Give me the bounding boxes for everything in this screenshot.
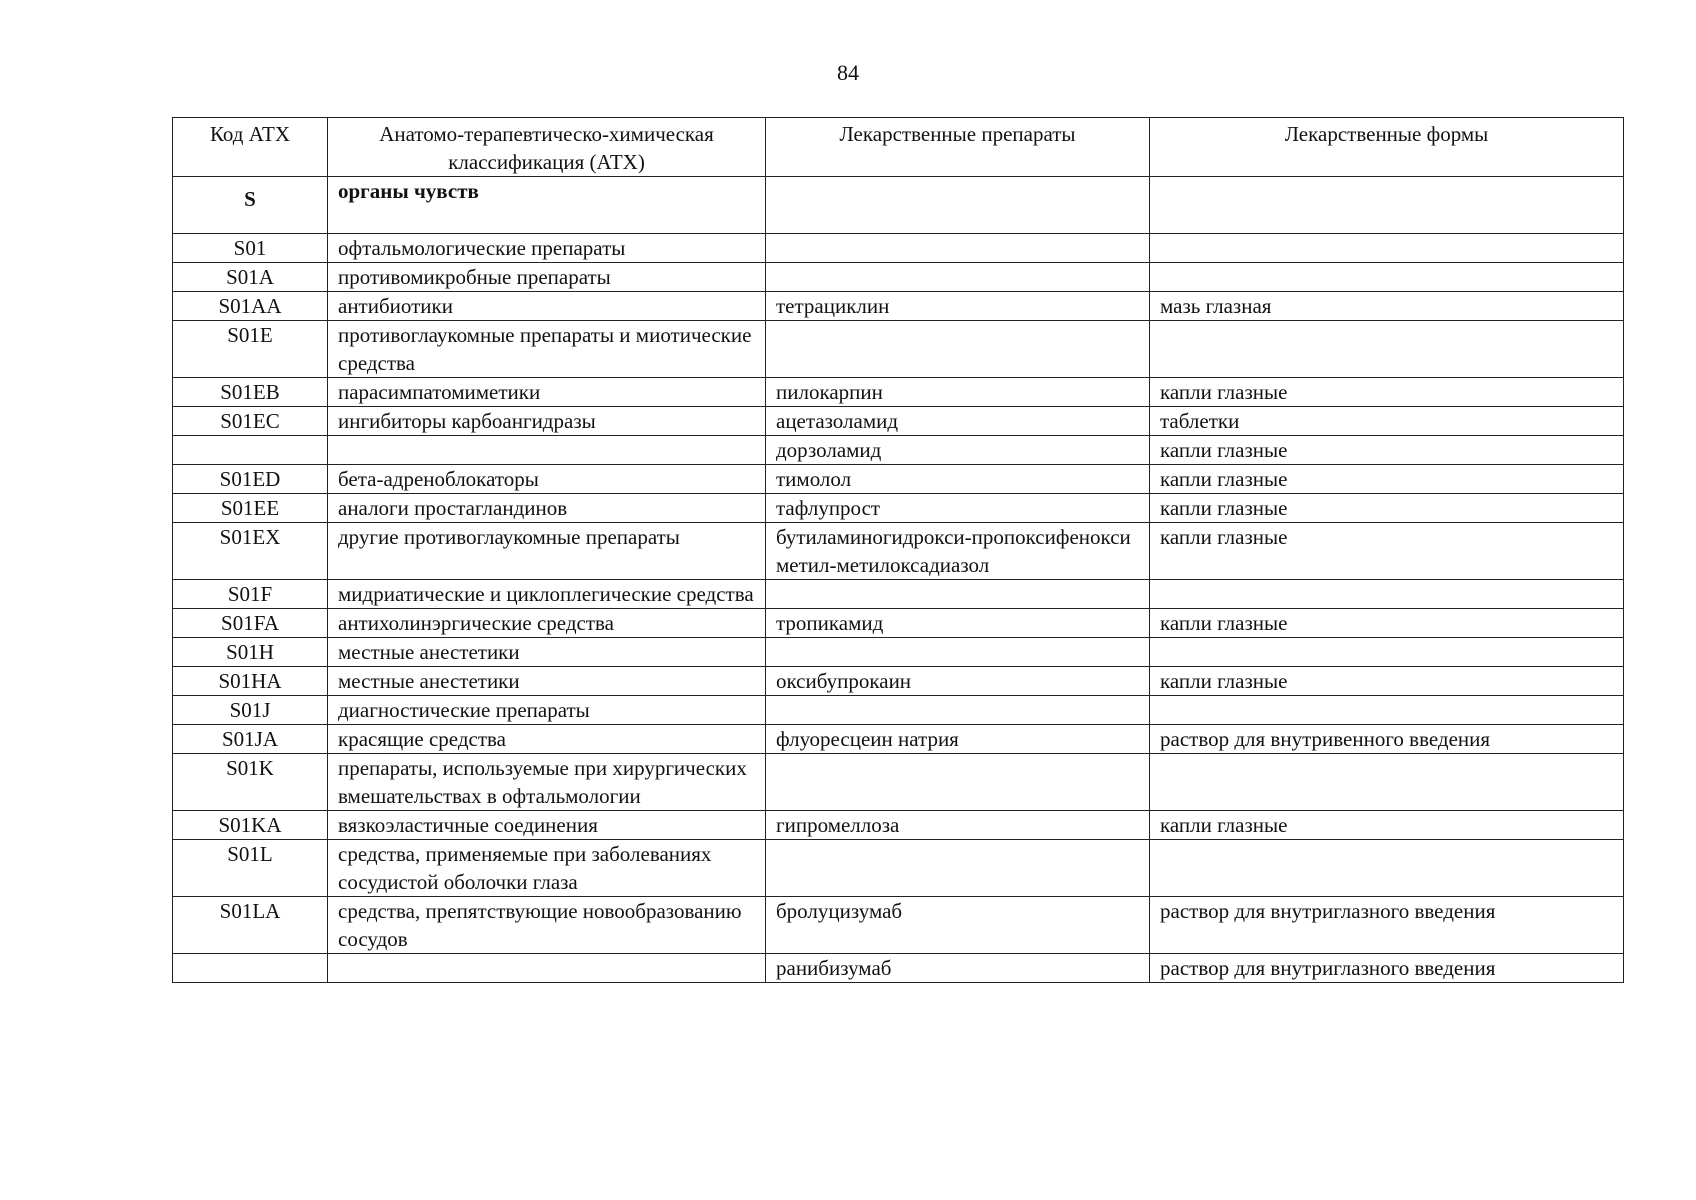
dosage-form xyxy=(1150,263,1624,292)
atc-classification: антихолинэргические средства xyxy=(328,609,766,638)
drug-name: ацетазоламид xyxy=(766,407,1150,436)
atc-classification: средства, препятствующие новообразованию сосудов xyxy=(328,897,766,954)
drug-name xyxy=(766,840,1150,897)
table-row xyxy=(173,580,1624,609)
atc-code: S01H xyxy=(173,638,328,667)
atc-code: S01F xyxy=(173,580,328,609)
drug-name xyxy=(766,696,1150,725)
atc-code: S01A xyxy=(173,263,328,292)
atc-code: S01J xyxy=(173,696,328,725)
drug-name: тимолол xyxy=(766,465,1150,494)
table-row xyxy=(173,667,1624,696)
dosage-form: капли глазные xyxy=(1150,494,1624,523)
table-row xyxy=(173,638,1624,667)
atc-classification: препараты, используемые при хирургических вмешательствах в офтальмологии xyxy=(328,754,766,811)
atc-classification: ингибиторы карбоангидразы xyxy=(328,407,766,436)
atc-classification: красящие средства xyxy=(328,725,766,754)
drug-name xyxy=(766,321,1150,378)
table-row xyxy=(173,523,1624,580)
header-drugs: Лекарственные препараты xyxy=(766,118,1150,177)
atc-classification: мидриатические и циклоплегические средства xyxy=(328,580,766,609)
table-row xyxy=(173,696,1624,725)
atc-code: S01E xyxy=(173,321,328,378)
dosage-form xyxy=(1150,580,1624,609)
drug-name: оксибупрокаин xyxy=(766,667,1150,696)
atc-code: S01AA xyxy=(173,292,328,321)
table-row xyxy=(173,378,1624,407)
atc-code: S01EX xyxy=(173,523,328,580)
atc-table xyxy=(172,117,1624,983)
table-row xyxy=(173,897,1624,954)
table-row xyxy=(173,177,1624,234)
dosage-form: таблетки xyxy=(1150,407,1624,436)
dosage-form: капли глазные xyxy=(1150,523,1624,580)
atc-classification xyxy=(328,436,766,465)
dosage-form: капли глазные xyxy=(1150,609,1624,638)
header-code: Код АТХ xyxy=(173,118,328,177)
header-forms: Лекарственные формы xyxy=(1150,118,1624,177)
dosage-form: капли глазные xyxy=(1150,811,1624,840)
atc-code: S01L xyxy=(173,840,328,897)
drug-name: тафлупрост xyxy=(766,494,1150,523)
atc-classification: органы чувств xyxy=(328,177,766,234)
dosage-form xyxy=(1150,234,1624,263)
atc-code: S xyxy=(173,177,328,234)
dosage-form: капли глазные xyxy=(1150,465,1624,494)
dosage-form xyxy=(1150,177,1624,234)
atc-code: S01 xyxy=(173,234,328,263)
table-row xyxy=(173,840,1624,897)
drug-name: флуоресцеин натрия xyxy=(766,725,1150,754)
table-row xyxy=(173,609,1624,638)
dosage-form: раствор для внутриглазного введения xyxy=(1150,954,1624,983)
atc-classification: офтальмологические препараты xyxy=(328,234,766,263)
atc-code xyxy=(173,436,328,465)
atc-classification: местные анестетики xyxy=(328,638,766,667)
atc-code: S01EC xyxy=(173,407,328,436)
dosage-form xyxy=(1150,696,1624,725)
drug-name: бролуцизумаб xyxy=(766,897,1150,954)
atc-classification xyxy=(328,954,766,983)
table-row xyxy=(173,436,1624,465)
dosage-form: капли глазные xyxy=(1150,667,1624,696)
drug-name xyxy=(766,638,1150,667)
drug-name xyxy=(766,580,1150,609)
atc-code: S01JA xyxy=(173,725,328,754)
table-row xyxy=(173,494,1624,523)
atc-code: S01FA xyxy=(173,609,328,638)
dosage-form: раствор для внутривенного введения xyxy=(1150,725,1624,754)
atc-code: S01EB xyxy=(173,378,328,407)
dosage-form xyxy=(1150,840,1624,897)
drug-name: ранибизумаб xyxy=(766,954,1150,983)
atc-code: S01LA xyxy=(173,897,328,954)
atc-code xyxy=(173,954,328,983)
atc-classification: антибиотики xyxy=(328,292,766,321)
table-row xyxy=(173,263,1624,292)
table-row xyxy=(173,465,1624,494)
table-row xyxy=(173,292,1624,321)
atc-code: S01ED xyxy=(173,465,328,494)
table-body xyxy=(173,177,1624,983)
drug-name xyxy=(766,754,1150,811)
drug-name xyxy=(766,263,1150,292)
atc-classification: парасимпатомиметики xyxy=(328,378,766,407)
atc-classification: другие противоглаукомные препараты xyxy=(328,523,766,580)
table-row xyxy=(173,234,1624,263)
header-classification: Анатомо-терапевтическо-химическая классификация (АТХ) xyxy=(328,118,766,177)
drug-name xyxy=(766,177,1150,234)
dosage-form xyxy=(1150,754,1624,811)
drug-name: пилокарпин xyxy=(766,378,1150,407)
dosage-form xyxy=(1150,638,1624,667)
atc-classification: вязкоэластичные соединения xyxy=(328,811,766,840)
table-row xyxy=(173,754,1624,811)
drug-name: бутиламиногидрокси-пропоксифеноксиметил-метилоксадиазол xyxy=(766,523,1150,580)
table-row xyxy=(173,321,1624,378)
atc-code: S01HA xyxy=(173,667,328,696)
atc-classification: противомикробные препараты xyxy=(328,263,766,292)
drug-name: дорзоламид xyxy=(766,436,1150,465)
atc-code: S01K xyxy=(173,754,328,811)
dosage-form xyxy=(1150,321,1624,378)
atc-classification: диагностические препараты xyxy=(328,696,766,725)
dosage-form: капли глазные xyxy=(1150,436,1624,465)
atc-code: S01EE xyxy=(173,494,328,523)
atc-classification: противоглаукомные препараты и миотические средства xyxy=(328,321,766,378)
table-header-row xyxy=(173,118,1624,177)
drug-name: тропикамид xyxy=(766,609,1150,638)
dosage-form: мазь глазная xyxy=(1150,292,1624,321)
page-number: 84 xyxy=(837,60,859,85)
atc-classification: бета-адреноблокаторы xyxy=(328,465,766,494)
table-row xyxy=(173,725,1624,754)
atc-classification: местные анестетики xyxy=(328,667,766,696)
drug-name: гипромеллоза xyxy=(766,811,1150,840)
table-row xyxy=(173,954,1624,983)
table-row xyxy=(173,811,1624,840)
atc-classification: аналоги простагландинов xyxy=(328,494,766,523)
drug-name: тетрациклин xyxy=(766,292,1150,321)
drug-name xyxy=(766,234,1150,263)
table-row xyxy=(173,407,1624,436)
atc-code: S01KA xyxy=(173,811,328,840)
atc-classification: средства, применяемые при заболеваниях сосудистой оболочки глаза xyxy=(328,840,766,897)
dosage-form: раствор для внутриглазного введения xyxy=(1150,897,1624,954)
dosage-form: капли глазные xyxy=(1150,378,1624,407)
